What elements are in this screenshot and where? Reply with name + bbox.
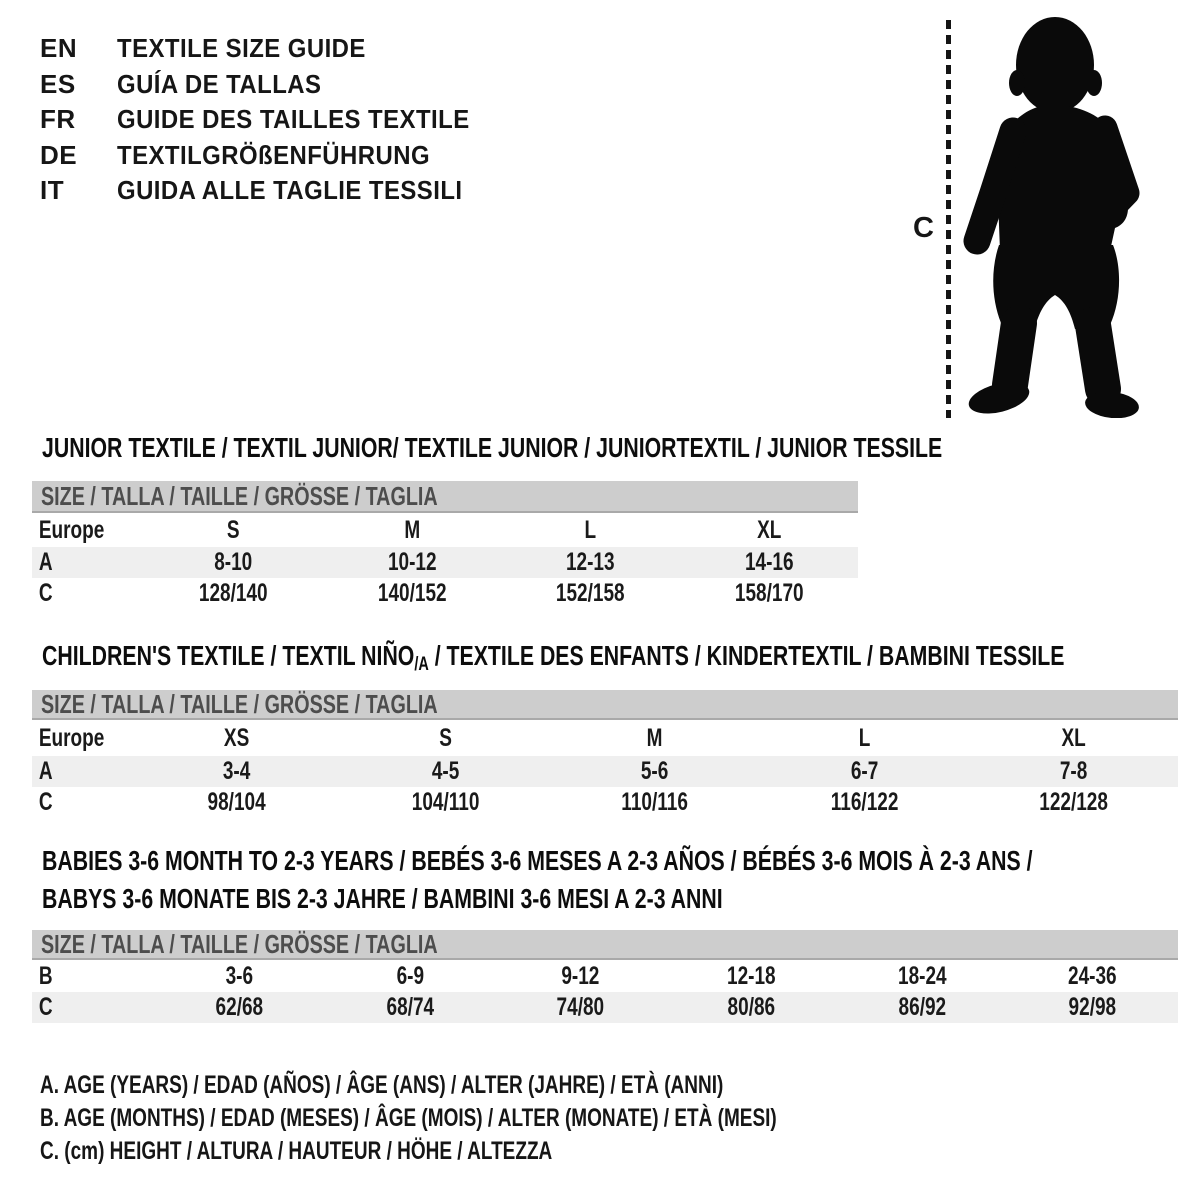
table-cell: M: [647, 724, 663, 752]
table-cell: S: [439, 724, 453, 752]
table-cell: 6-7: [850, 757, 878, 785]
table-cell: 4-5: [432, 757, 460, 785]
language-code: DE: [40, 139, 78, 170]
language-title: TEXTILGRÖßENFÜHRUNG: [117, 139, 431, 170]
table-cell: S: [226, 516, 240, 544]
measurement-legend: [40, 1069, 1009, 1168]
language-row: [40, 173, 500, 209]
table-cell: 6-9: [396, 962, 424, 990]
table-cell: 68/74: [386, 993, 434, 1021]
table-cell: 18-24: [897, 962, 947, 990]
table-cell: 10-12: [387, 548, 437, 576]
table-cell: 7-8: [1059, 757, 1088, 785]
size-header-band: SIZE / TALLA / TAILLE / GRÖSSE / TAGLIA: [32, 930, 1178, 960]
size-header-band: SIZE / TALLA / TAILLE / GRÖSSE / TAGLIA: [32, 690, 1178, 720]
language-code: IT: [40, 175, 65, 205]
table-cell: 5-6: [641, 757, 669, 785]
table-cell: 62/68: [215, 993, 264, 1021]
table-cell: 12-13: [565, 548, 615, 576]
table-cell: 140/152: [377, 579, 447, 607]
table-cell: L: [584, 516, 597, 544]
table-cell: L: [858, 724, 870, 752]
table-row: [32, 992, 1178, 1023]
table-row: [32, 756, 1178, 787]
size-header-band: SIZE / TALLA / TAILLE / GRÖSSE / TAGLIA: [32, 481, 858, 513]
table-cell: 9-12: [561, 962, 600, 990]
table-row: [32, 547, 858, 578]
language-code: FR: [40, 104, 76, 134]
row-label: Europe: [38, 724, 105, 752]
language-title: TEXTILE SIZE GUIDE: [117, 33, 366, 63]
language-title: GUÍA DE TALLAS: [117, 68, 322, 99]
table-cell: 104/110: [411, 788, 480, 816]
table-cell: 152/158: [555, 579, 625, 607]
table-cell: M: [403, 516, 420, 544]
row-label: A: [38, 548, 53, 576]
table-cell: XS: [223, 724, 250, 752]
table-row: [32, 787, 1178, 818]
language-row: [40, 138, 500, 174]
language-row: [40, 67, 500, 103]
legend-line-c: C. (cm) HEIGHT / ALTURA / HAUTEUR / HÖHE / ALTEZZA: [40, 1137, 553, 1165]
legend-line-a: A. AGE (YEARS) / EDAD (AÑOS) / ÂGE (ANS) / ALTER (JAHRE) / ETÀ (ANNI): [40, 1071, 724, 1099]
table-cell: XL: [756, 516, 781, 544]
table-cell: 86/92: [898, 993, 946, 1021]
table-cell: XL: [1061, 724, 1086, 752]
table-cell: 98/104: [207, 788, 266, 816]
table-cell: 12-18: [727, 962, 776, 990]
table-cell: 158/170: [734, 579, 804, 607]
table-cell: 3-4: [222, 757, 251, 785]
nino-a-subscript: /A: [414, 654, 429, 675]
table-cell: 8-10: [214, 548, 253, 576]
legend-line-b: B. AGE (MONTHS) / EDAD (MESES) / ÂGE (MOIS) / ALTER (MONATE) / ETÀ (MESI): [40, 1104, 777, 1132]
children-size-table: [32, 690, 1178, 818]
table-cell: 116/122: [830, 788, 899, 816]
table-cell: 24-36: [1068, 962, 1117, 990]
table-cell: 122/128: [1039, 788, 1108, 816]
language-row: [40, 102, 500, 138]
language-code: ES: [40, 68, 76, 99]
junior-size-table: [32, 481, 858, 609]
language-title-list: [40, 31, 500, 209]
babies-section-title-line2: BABYS 3-6 MONATE BIS 2-3 JAHRE / BAMBINI 3-6 MESI A 2-3 ANNI: [42, 883, 723, 914]
junior-section-title: JUNIOR TEXTILE / TEXTIL JUNIOR/ TEXTILE JUNIOR / JUNIORTEXTIL / JUNIOR TESSILE: [42, 432, 943, 463]
table-cell: 92/98: [1068, 993, 1117, 1021]
row-label: C: [38, 993, 53, 1021]
table-row: [32, 578, 858, 609]
table-cell: 3-6: [225, 962, 254, 990]
row-label: A: [38, 757, 53, 785]
language-code: EN: [40, 33, 78, 63]
toddler-silhouette: [955, 13, 1145, 418]
language-title: GUIDA ALLE TAGLIE TESSILI: [117, 175, 463, 205]
children-section-title: CHILDREN'S TEXTILE / TEXTIL NIÑO/A / TEXTILE DES ENFANTS / KINDERTEXTIL / BAMBINI TESSILE: [42, 640, 1065, 675]
row-label: Europe: [38, 516, 105, 544]
table-cell: 74/80: [556, 993, 605, 1021]
language-title: GUIDE DES TAILLES TEXTILE: [117, 104, 470, 134]
row-label: C: [38, 788, 53, 816]
table-row: [32, 513, 858, 547]
table-cell: 128/140: [198, 579, 268, 607]
babies-size-table: [32, 930, 1178, 1023]
table-cell: 14-16: [744, 548, 794, 576]
table-cell: 110/116: [621, 788, 689, 816]
height-measure-label: C: [913, 212, 934, 244]
table-row: [32, 720, 1178, 756]
row-label: B: [38, 962, 53, 990]
babies-section-title-line1: BABIES 3-6 MONTH TO 2-3 YEARS / BEBÉS 3-6 MESES A 2-3 AÑOS / BÉBÉS 3-6 MOIS À 2-3 ANS /: [42, 845, 1033, 876]
language-row: [40, 31, 500, 67]
height-measure-dashed-line: [946, 20, 951, 418]
table-cell: 80/86: [727, 993, 776, 1021]
table-row: [32, 960, 1178, 992]
row-label: C: [38, 579, 53, 607]
